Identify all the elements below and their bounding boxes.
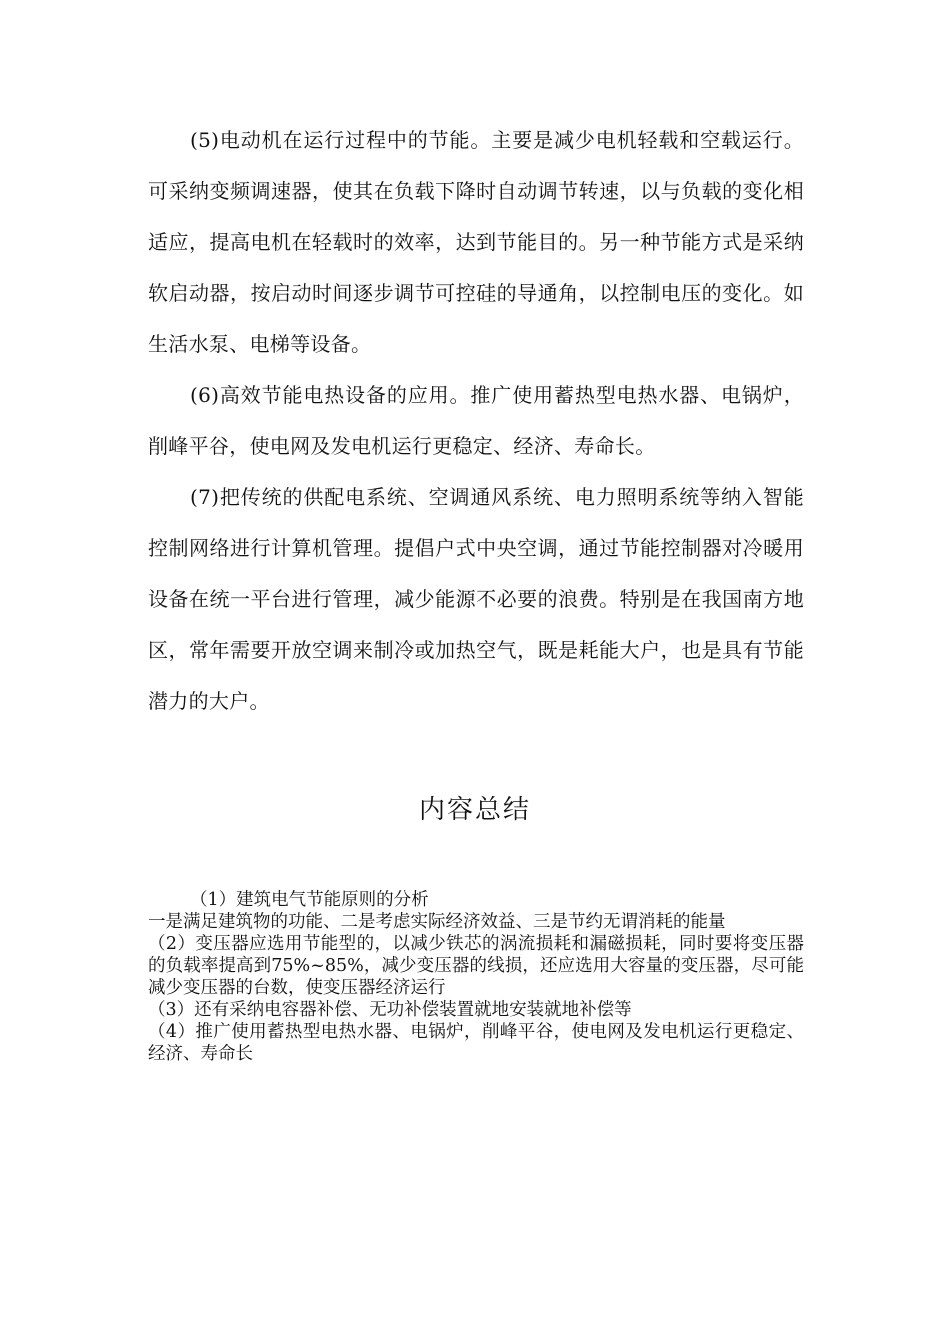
paragraph-intelligent-control: (7)把传统的供配电系统、空调通风系统、电力照明系统等纳入智能控制网络进行计算机管理。提倡户式中央空调，通过节能控制器对冷暖用设备在统一平台进行管理，减少能源不必要的浪费。特别是在我国南方地区，常年需要开放空调来制冷或加热空气，既是耗能大户，也是具有节能潜力的大户。 — [148, 485, 804, 713]
summary-line: （4）推广使用蓄热型电热水器、电锅炉，削峰平谷，使电网及发电机运行更稳定、经济、寿命长 — [148, 1022, 804, 1064]
summary-title: 内容总结 — [418, 795, 531, 825]
paragraph-electric-heating: (6)高效节能电热设备的应用。推广使用蓄热型电热水器、电锅炉，削峰平谷，使电网及发电机运行更稳定、经济、寿命长。 — [148, 383, 804, 458]
paragraph-motor-energy-saving: (5)电动机在运行过程中的节能。主要是减少电机轻载和空载运行。可采纳变频调速器，使其在负载下降时自动调节转速，以与负载的变化相适应，提高电机在轻载时的效率，达到节能目的。另一种节能方式是采纳软启动器，按启动时间逐步调节可控硅的导通角，以控制电压的变化。如生活水泵、电梯等设备。 — [148, 128, 804, 356]
summary-line: （3）还有采纳电容器补偿、无功补偿装置就地安装就地补偿等 — [148, 1000, 632, 1020]
body-text — [148, 115, 804, 727]
summary-section — [148, 889, 804, 1065]
summary-line: （2）变压器应选用节能型的，以减少铁芯的涡流损耗和漏磁损耗，同时要将变压器的负载率提高到75%~85%，减少变压器的线损，还应选用大容量的变压器，尽可能减少变压器的台数，使变压器经济运行 — [148, 934, 804, 998]
summary-line: 一是满足建筑物的功能、二是考虑实际经济效益、三是节约无谓消耗的能量 — [148, 912, 726, 932]
summary-line: （1）建筑电气节能原则的分析 — [190, 890, 429, 910]
